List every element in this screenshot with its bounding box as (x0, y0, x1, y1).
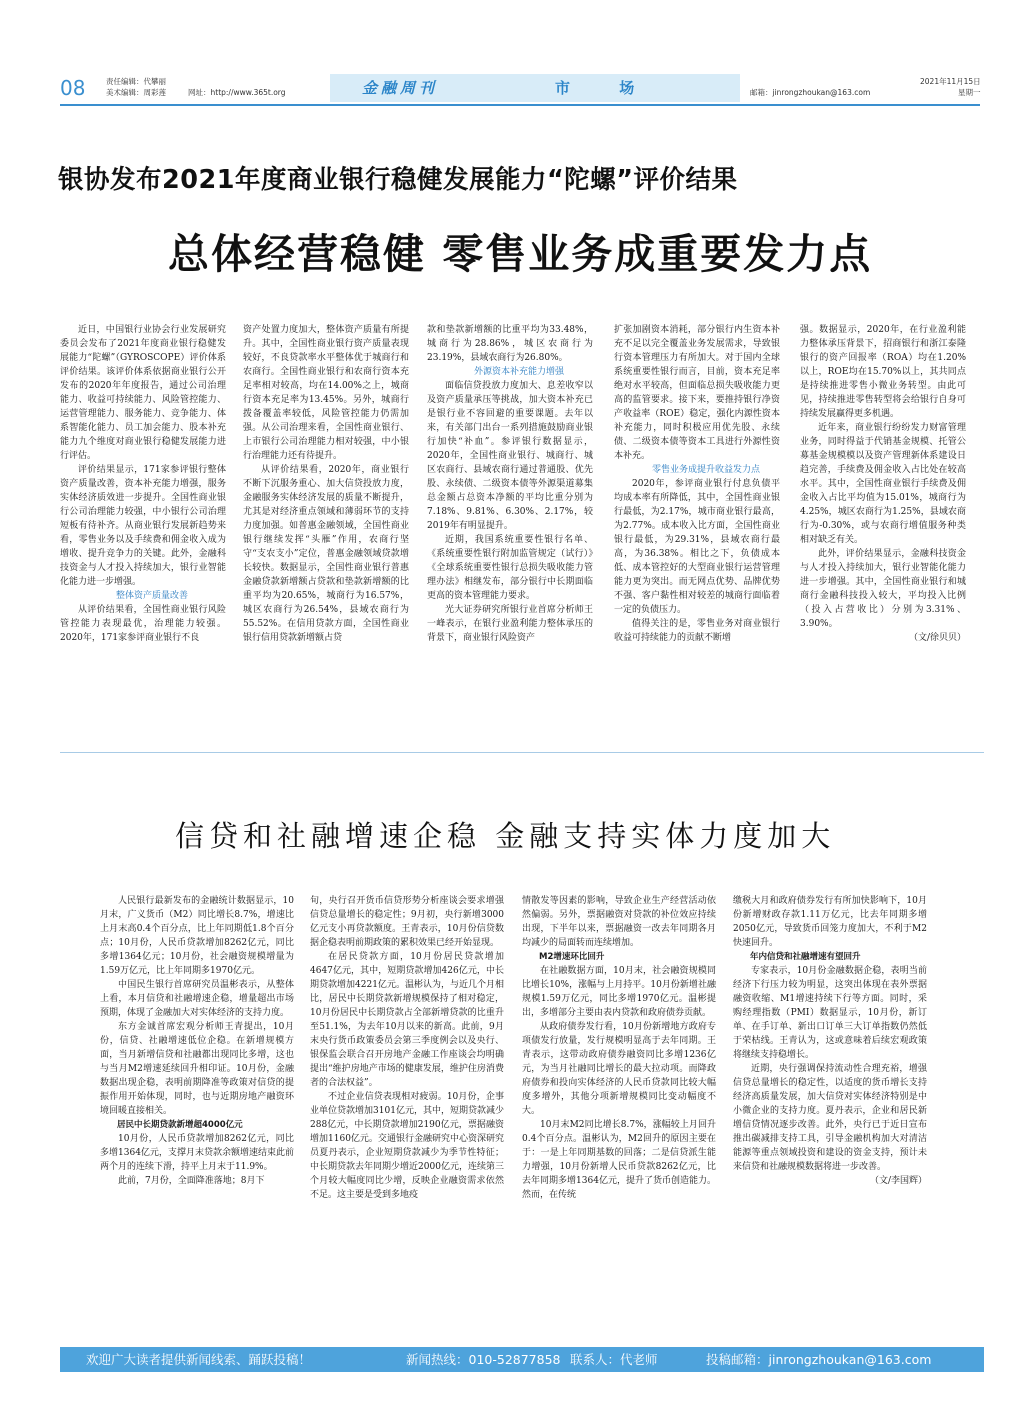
website-link[interactable]: 网址：http://www.365t.org (188, 88, 286, 97)
footer-hotline[interactable]: 新闻热线：010-52877858 (406, 1352, 561, 1367)
publication-name: 金融周刊 (362, 79, 439, 97)
paragraph: 近日，中国银行业协会行业发展研究委员会发布了2021年度商业银行稳健发展能力“陀螺”（GYROSCOPE）评价体系评价结果。该评价体系依据商业银行公开发布的2020年年度报告，通过公司治理能力、收益可持续能力、风险管控能力、运营管理能力、服务能力、竞争能力、体系智能化能力、员工加会能力、股本补充能力九个维度对商业银行稳健发展能力进行评估。 (60, 325, 226, 461)
paragraph: 不过企业信贷表现相对疲弱。10月份，企事业单位贷款增加3101亿元，其中，短期贷款减少288亿元，中长期贷款增加2190亿元，票据融资增加1160亿元。交通银行金融研究中心资深研究员夏丹表示，企业短期贷款减少为季节性特征；中长期贷款去年同期少增近2000亿元，连续第三个月较大幅度同比少增，反映企业融资需求依然不足。这主要是受到多地疫 (310, 1092, 504, 1200)
section-heading: 居民中长期贷款新增超4000亿元 (117, 1120, 243, 1130)
paragraph: 近期，央行强调保持流动性合理充裕，增强信贷总量增长的稳定性，以适度的货币增长支持经济高质量发展，加大信贷对实体经济特别是中小微企业的支持力度。夏丹表示，企业和居民新增信贷情况逐步改善。此外，央行已于近日宣布推出碳减排支持工具，引导金融机构加大对清洁能源等重点领域投资和建设的资金支持，预计未来信贷和社融规模数据将进一步改善。 (733, 1064, 927, 1172)
section-name: 市 场 (555, 79, 657, 97)
article1-column (800, 323, 966, 645)
paragraph: 面临信贷投放力度加大、息差收窄以及资产质量承压等挑战，加大资本补充已是银行业不容回避的重要课题。去年以来，有关部门出台一系列措施鼓励商业银行加快“补血”。参评银行数据显示，2020年，全国性商业银行、城商行、城区农商行、县域农商行通过普通股、优先股、永续债、二级资本债等外源渠道募集总金额占总资本净额的平均比重分别为7.18%、9.81%、6.30%、2.17%，较2019年有明显提升。 (427, 381, 593, 531)
paragraph: 资产处置力度加大，整体资产质量有所提升。其中，全国性商业银行资产质量表现较好，不良贷款率水平整体优于城商行和农商行。全国性商业银行和农商行资本充足率相对较高，均在14.00%之上，城商行资本充足率为13.45%。另外，城商行拨备覆盖率较低，风险管控能力仍需加强。从公司治理来看，全国性商业银行、上市银行公司治理能力相对较强，中小银行治理能力还有待提升。 (243, 325, 409, 461)
paragraph: 10月份，人民币贷款增加8262亿元，同比多增1364亿元，支撑月末贷款余额增速结束此前两个月的连续下滑，持平上月末于11.9%。 (100, 1134, 294, 1172)
paragraph: 10月末M2同比增长8.7%，涨幅较上月回升0.4个百分点。温彬认为，M2回升的原因主要在于：一是上年同期基数的回落；二是信贷派生能力增强，10月份新增人民币贷款8262亿元，比去年同期多增1364亿元，提升了货币创造能力。然而，在传统 (522, 1120, 716, 1200)
article1-column (60, 323, 226, 645)
paragraph: 缴税大月和政府债券发行有所加快影响下，10月份新增财政存款1.11万亿元，比去年同期多增2050亿元，导致货币回笼力度加大，不利于M2快速回升。 (733, 896, 927, 948)
paragraph: 从政府债券发行看，10月份新增地方政府专项债发行放量，发行规模明显高于去年同期。王青表示，这带动政府债券融资同比多增1236亿元，为当月社融同比增长的最大拉动项。而降政府债券和投向实体经济的人民币贷款同比较大幅度多增外，其他分项新增规模同比变动幅度不大。 (522, 1022, 716, 1116)
paragraph: 近期，我国系统重要性银行名单、《系统重要性银行附加监管规定（试行）》《全球系统重要性银行总损失吸收能力管理办法》相继发布，部分银行中长期面临更高的资本管理能力要求。 (427, 535, 593, 601)
footer-slogan: 欢迎广大读者提供新闻线索、踊跃投稿！ (86, 1352, 312, 1367)
paragraph: 近年来，商业银行纷纷发力财富管理业务，同时得益于代销基金规模、托管公募基金规模模以及资产管理新体系建设日趋完善，手续费及佣金收入占比处在较高水平。其中，全国性商业银行手续费及佣金收入占比平均值为15.01%，城商行为4.25%，城区农商行为1.25%，县域农商行为-0.30%，或与农商行增值服务种类相对缺乏有关。 (800, 423, 966, 545)
section-heading: 整体资产质量改善 (115, 591, 188, 601)
paragraph: 从评价结果看，全国性商业银行风险管控能力表现最优，治理能力较强。2020年，171家参评商业银行不良 (60, 605, 226, 643)
footer-contact: 联系人：代老师 (570, 1352, 658, 1367)
article1-column (243, 323, 409, 645)
paragraph: 光大证券研究所银行业首席分析师王一峰表示，在银行业盈利能力整体承压的背景下，商业银行风险资产 (427, 605, 593, 643)
issue-weekday: 星期一 (958, 88, 981, 97)
paragraph: 旬，央行召开货币信贷形势分析座谈会要求增强信贷总量增长的稳定性；9月初，央行新增3000亿元支小再贷款额度。王青表示，10月份信贷数据企稳表明前期政策的累积效果已经开始显现。 (310, 896, 504, 948)
header-email[interactable]: 邮箱：jinrongzhoukan@163.com (750, 88, 871, 97)
paragraph: 强。数据显示，2020年，在行业盈利能力整体承压背景下，招商银行和浙江泰隆银行的资产回报率（ROA）均在1.20%以上，ROE均在15.70%以上，其共同点是持续推进零售小微业务转型。由此可见，持续推进零售转型将会给银行自身可持续发展赢得更多机遇。 (800, 325, 966, 419)
section-heading: 年内信贷和社融增速有望回升 (750, 952, 861, 962)
editor-credit: 责任编辑：代攀丽 (106, 77, 166, 86)
article1-subtitle: 总体经营稳健 零售业务成重要发力点 (168, 230, 873, 278)
paragraph: 此前，7月份，全面降准落地；8月下 (118, 1176, 265, 1186)
section-heading: 零售业务成提升收益发力点 (651, 465, 760, 475)
paragraph: 情散发等因素的影响，导致企业生产经营活动依然偏弱。另外，票据融资对贷款的补位效应持续出现，下半年以来，票据融资一改去年同期各月均减少的局面转而连续增加。 (522, 896, 716, 948)
paragraph: 扩张加剧资本消耗，部分银行内生资本补充不足以完全覆盖业务发展需求，导致银行资本管理压力有所加大。对于国内全球系统重要性银行而言，目前，资本充足率绝对水平较高，但面临总损失吸收能力更高的监管要求。接下来，要推持银行净资产收益率（ROE）稳定，强化内源性资本补充能力，同时积极应用优先股、永续债、二级资本债等资本工具进行外源性资本补充。 (614, 325, 780, 461)
paragraph: 在居民贷款方面，10月份居民贷款增加4647亿元，其中，短期贷款增加426亿元，中长期贷款增加4221亿元。温彬认为，与近几个月相比，居民中长期贷款新增规模保持了相对稳定，10月份居民中长期贷款占全部新增贷款的比重升至51.1%，为去年10月以来的新高。此前，9月末央行货币政策委员会第三季度例会以及央行、银保监会联合召开房地产金融工作座谈会均明确提出“维护房地产市场的健康发展，维护住房消费者的合法权益”。 (310, 952, 504, 1088)
section-heading: 外源资本补充能力增强 (473, 367, 564, 377)
paragraph: 专家表示，10月份金融数据企稳，表明当前经济下行压力较为明显，这突出体现在表外票据融资收缩、M1增速持续下行等方面。同时，采购经理指数（PMI）数据显示，10月份，新订单、在手订单、新出口订单三大订单指数仍然低于荣枯线。王青认为，这或意味着后续宏观政策将继续支持稳增长。 (733, 966, 927, 1060)
art-editor-credit: 美术编辑：周彩莲 (106, 88, 166, 97)
article2-title: 信贷和社融增速企稳 金融支持实体力度加大 (175, 819, 836, 853)
article-divider (60, 752, 984, 753)
article2-column (100, 894, 294, 1188)
article1-title: 银协发布2021年度商业银行稳健发展能力“陀螺”评价结果 (58, 165, 738, 195)
paragraph: 东方金诚首席宏观分析师王青提出，10月份，信贷、社融增速低位企稳。在新增规模方面，当月新增信贷和社融都出现同比多增，这也与当月M2增速延续回升相印证。10月份，金融数据出现企稳，表明前期降准等政策对信贷的提振作用开始体现，同时，也与近期房地产融资环境回暖直接相关。 (100, 1022, 294, 1116)
page-number: 08 (60, 76, 86, 100)
footer-bar (60, 1347, 984, 1372)
paragraph: 2020年，参评商业银行付息负债平均成本率有所降低，其中，全国性商业银行最低，为2.17%，城市商业银行最高，为2.77%。成本收入比方面，全国性商业银行最低，为29.31%，县域农商行最高，为36.38%。相比之下，负债成本低、成本管控好的大型商业银行运营管理能力更为突出。而无网点优势、品牌优势不强、客户黏性相对较差的城商行面临着一定的负债压力。 (614, 479, 780, 615)
article2-column (733, 894, 927, 1188)
paragraph: 中国民生银行首席研究员温彬表示，从整体上看，本月信贷和社融增速企稳，增量超出市场预期，体现了金融加大对实体经济的支持力度。 (100, 980, 294, 1018)
paragraph: 评价结果显示，171家参评银行整体资产质量改善，资本补充能力增强，服务实体经济质效进一步提升。全国性商业银行公司治理能力较强，中小银行公司治理短板有待补齐。从商业银行发展新趋势来看，零售业务以及手续费和佣金收入成为增收、提升竞争力的关键。此外，金融科技资金与人才投入持续加大，银行业智能化能力进一步增强。 (60, 465, 226, 587)
byline: （文/李国辉） (869, 1176, 927, 1186)
paragraph: 从评价结果看，2020年，商业银行不断下沉服务重心、加大信贷投放力度，金融服务实体经济发展的质量不断提升，尤其是对经济重点领域和薄弱环节的支持力度加强。如普惠金融领域，全国性商业银行继续发挥“头雁”作用，农商行坚守“支农支小”定位，普惠金融领域贷款增长较快。数据显示，全国性商业银行普惠金融贷款新增额占贷款和垫款新增额的比重平均为20.65%，城商行为16.57%，城区农商行为26.54%，县域农商行为55.52%。在信用贷款方面，全国性商业银行信用贷款新增额占贷 (243, 465, 409, 643)
section-heading: M2增速环比回升 (539, 952, 605, 962)
article1-column (427, 323, 593, 645)
paragraph: 值得关注的是，零售业务对商业银行收益可持续能力的贡献不断增 (614, 619, 780, 643)
article2-column (310, 894, 504, 1202)
article2-column (522, 894, 716, 1202)
byline: （文/徐贝贝） (908, 633, 966, 643)
header-rule (60, 104, 980, 106)
article1-column (614, 323, 780, 645)
paragraph: 此外，评价结果显示，金融科技资金与人才投入持续加大，银行业智能化能力进一步增强。其中，全国性商业银行和城商行金融科技投入较大，平均投入比例（投入占营收比）分别为3.31%、3.90%。 (800, 549, 966, 629)
paragraph: 在社融数据方面，10月末，社会融资规模同比增长10%，涨幅与上月持平。10月份新增社融规模1.59万亿元，同比多增1970亿元。温彬提出，多增部分主要由表内贷款和政府债券贡献。 (522, 966, 716, 1018)
paragraph: 款和垫款新增额的比重平均为33.48%，城商行为28.86%，城区农商行为23.19%，县域农商行为26.80%。 (427, 325, 593, 363)
footer-email[interactable]: 投稿邮箱：jinrongzhoukan@163.com (706, 1352, 932, 1367)
paragraph: 人民银行最新发布的金融统计数据显示，10月末，广义货币（M2）同比增长8.7%，增速比上月末高0.4个百分点，比上年同期低1.8个百分点；10月份，人民币贷款增加8262亿元，同比多增1364亿元；10月份，社会融资规模增量为1.59万亿元，比上年同期多1970亿元。 (100, 896, 294, 976)
issue-date: 2021年11月15日 (920, 77, 981, 86)
